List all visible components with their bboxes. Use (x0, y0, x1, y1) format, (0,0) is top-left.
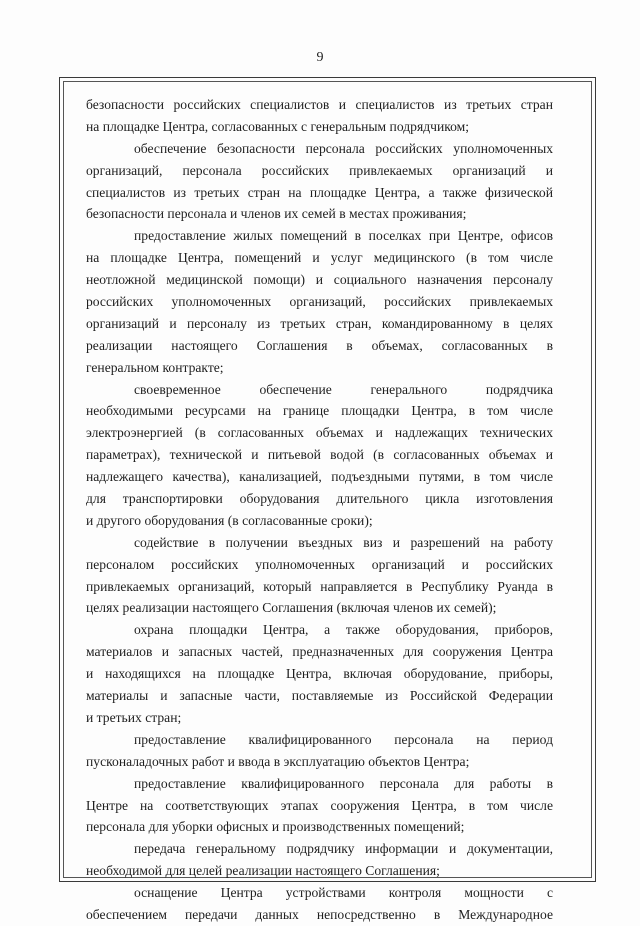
text-line: необходимой для целей реализации настоящего Соглашения; (86, 863, 440, 879)
text-line: предоставление квалифицированного персонала для работы в (134, 775, 553, 791)
text-line: электроэнергией (в согласованных объемах и надлежащих технических (86, 425, 553, 441)
text-line: пусконаладочных работ и ввода в эксплуатацию объектов Центра; (86, 753, 470, 769)
text-line: Центре на соответствующих этапах сооружения Центра, в том числе (86, 797, 553, 813)
text-line: персоналом российских уполномоченных организаций и российских (86, 556, 553, 572)
text-line: материалов и запасных частей, предназначенных для сооружения Центра (86, 644, 553, 660)
text-line: предоставление квалифицированного персонала на период (134, 731, 553, 747)
text-line: целях реализации настоящего Соглашения (включая членов их семей); (86, 600, 497, 616)
text-line: материалы и запасные части, поставляемые из Российской Федерации (86, 688, 553, 704)
text-line: параметрах), технической и питьевой водой (в согласованных объемах и (86, 447, 553, 463)
text-line: своевременное обеспечение генерального подрядчика (134, 381, 553, 397)
text-line: специалистов из третьих стран на площадке Центра, а также физической (86, 184, 553, 200)
text-line: и третьих стран; (86, 709, 182, 725)
text-line: неотложной медицинской помощи) и социального назначения персоналу (86, 272, 553, 288)
text-line: охрана площадки Центра, а также оборудования, приборов, (134, 622, 553, 638)
text-line: организаций и персоналу из третьих стран, командированному в целях (86, 315, 553, 331)
text-line: на площадке Центра, помещений и услуг медицинского (в том числе (86, 250, 553, 266)
text-line: и находящихся на площадке Центра, включая оборудование, приборы, (86, 666, 553, 682)
text-line: предоставление жилых помещений в поселках при Центре, офисов (134, 228, 553, 244)
text-line: оснащение Центра устройствами контроля мощности с (134, 885, 553, 901)
text-line: организаций, персонала российских привлекаемых организаций и (86, 162, 553, 178)
page-number: 9 (316, 50, 324, 65)
text-line: персонала для уборки офисных и производственных помещений; (86, 819, 465, 835)
text-line: реализации настоящего Соглашения в объемах, согласованных в (86, 337, 553, 353)
text-line: безопасности персонала и членов их семей в местах проживания; (86, 206, 467, 222)
text-line: для транспортировки оборудования длительного цикла изготовления (86, 491, 553, 507)
text-line: обеспечением передачи данных непосредственно в Международное (86, 906, 553, 922)
text-line: привлекаемых организаций, который направляется в Республику Руанда в (86, 578, 553, 594)
document-body (86, 94, 553, 926)
text-line: безопасности российских специалистов и специалистов из третьих стран (86, 97, 553, 112)
text-line: генеральном контракте; (86, 359, 224, 375)
text-line: на площадке Центра, согласованных с генеральным подрядчиком; (86, 118, 470, 134)
text-line: обеспечение безопасности персонала российских уполномоченных (134, 140, 553, 156)
text-line: необходимыми ресурсами на границе площадки Центра, в том числе (86, 403, 553, 419)
text-line: российских уполномоченных организаций, российских привлекаемых (86, 294, 553, 310)
text-line: передача генеральному подрядчику информации и документации, (134, 841, 553, 857)
text-line: содействие в получении въездных виз и разрешений на работу (134, 534, 553, 550)
text-line: надлежащего качества), канализацией, подъездными путями, в том числе (86, 469, 553, 485)
text-line: и другого оборудования (в согласованные сроки); (86, 512, 373, 528)
